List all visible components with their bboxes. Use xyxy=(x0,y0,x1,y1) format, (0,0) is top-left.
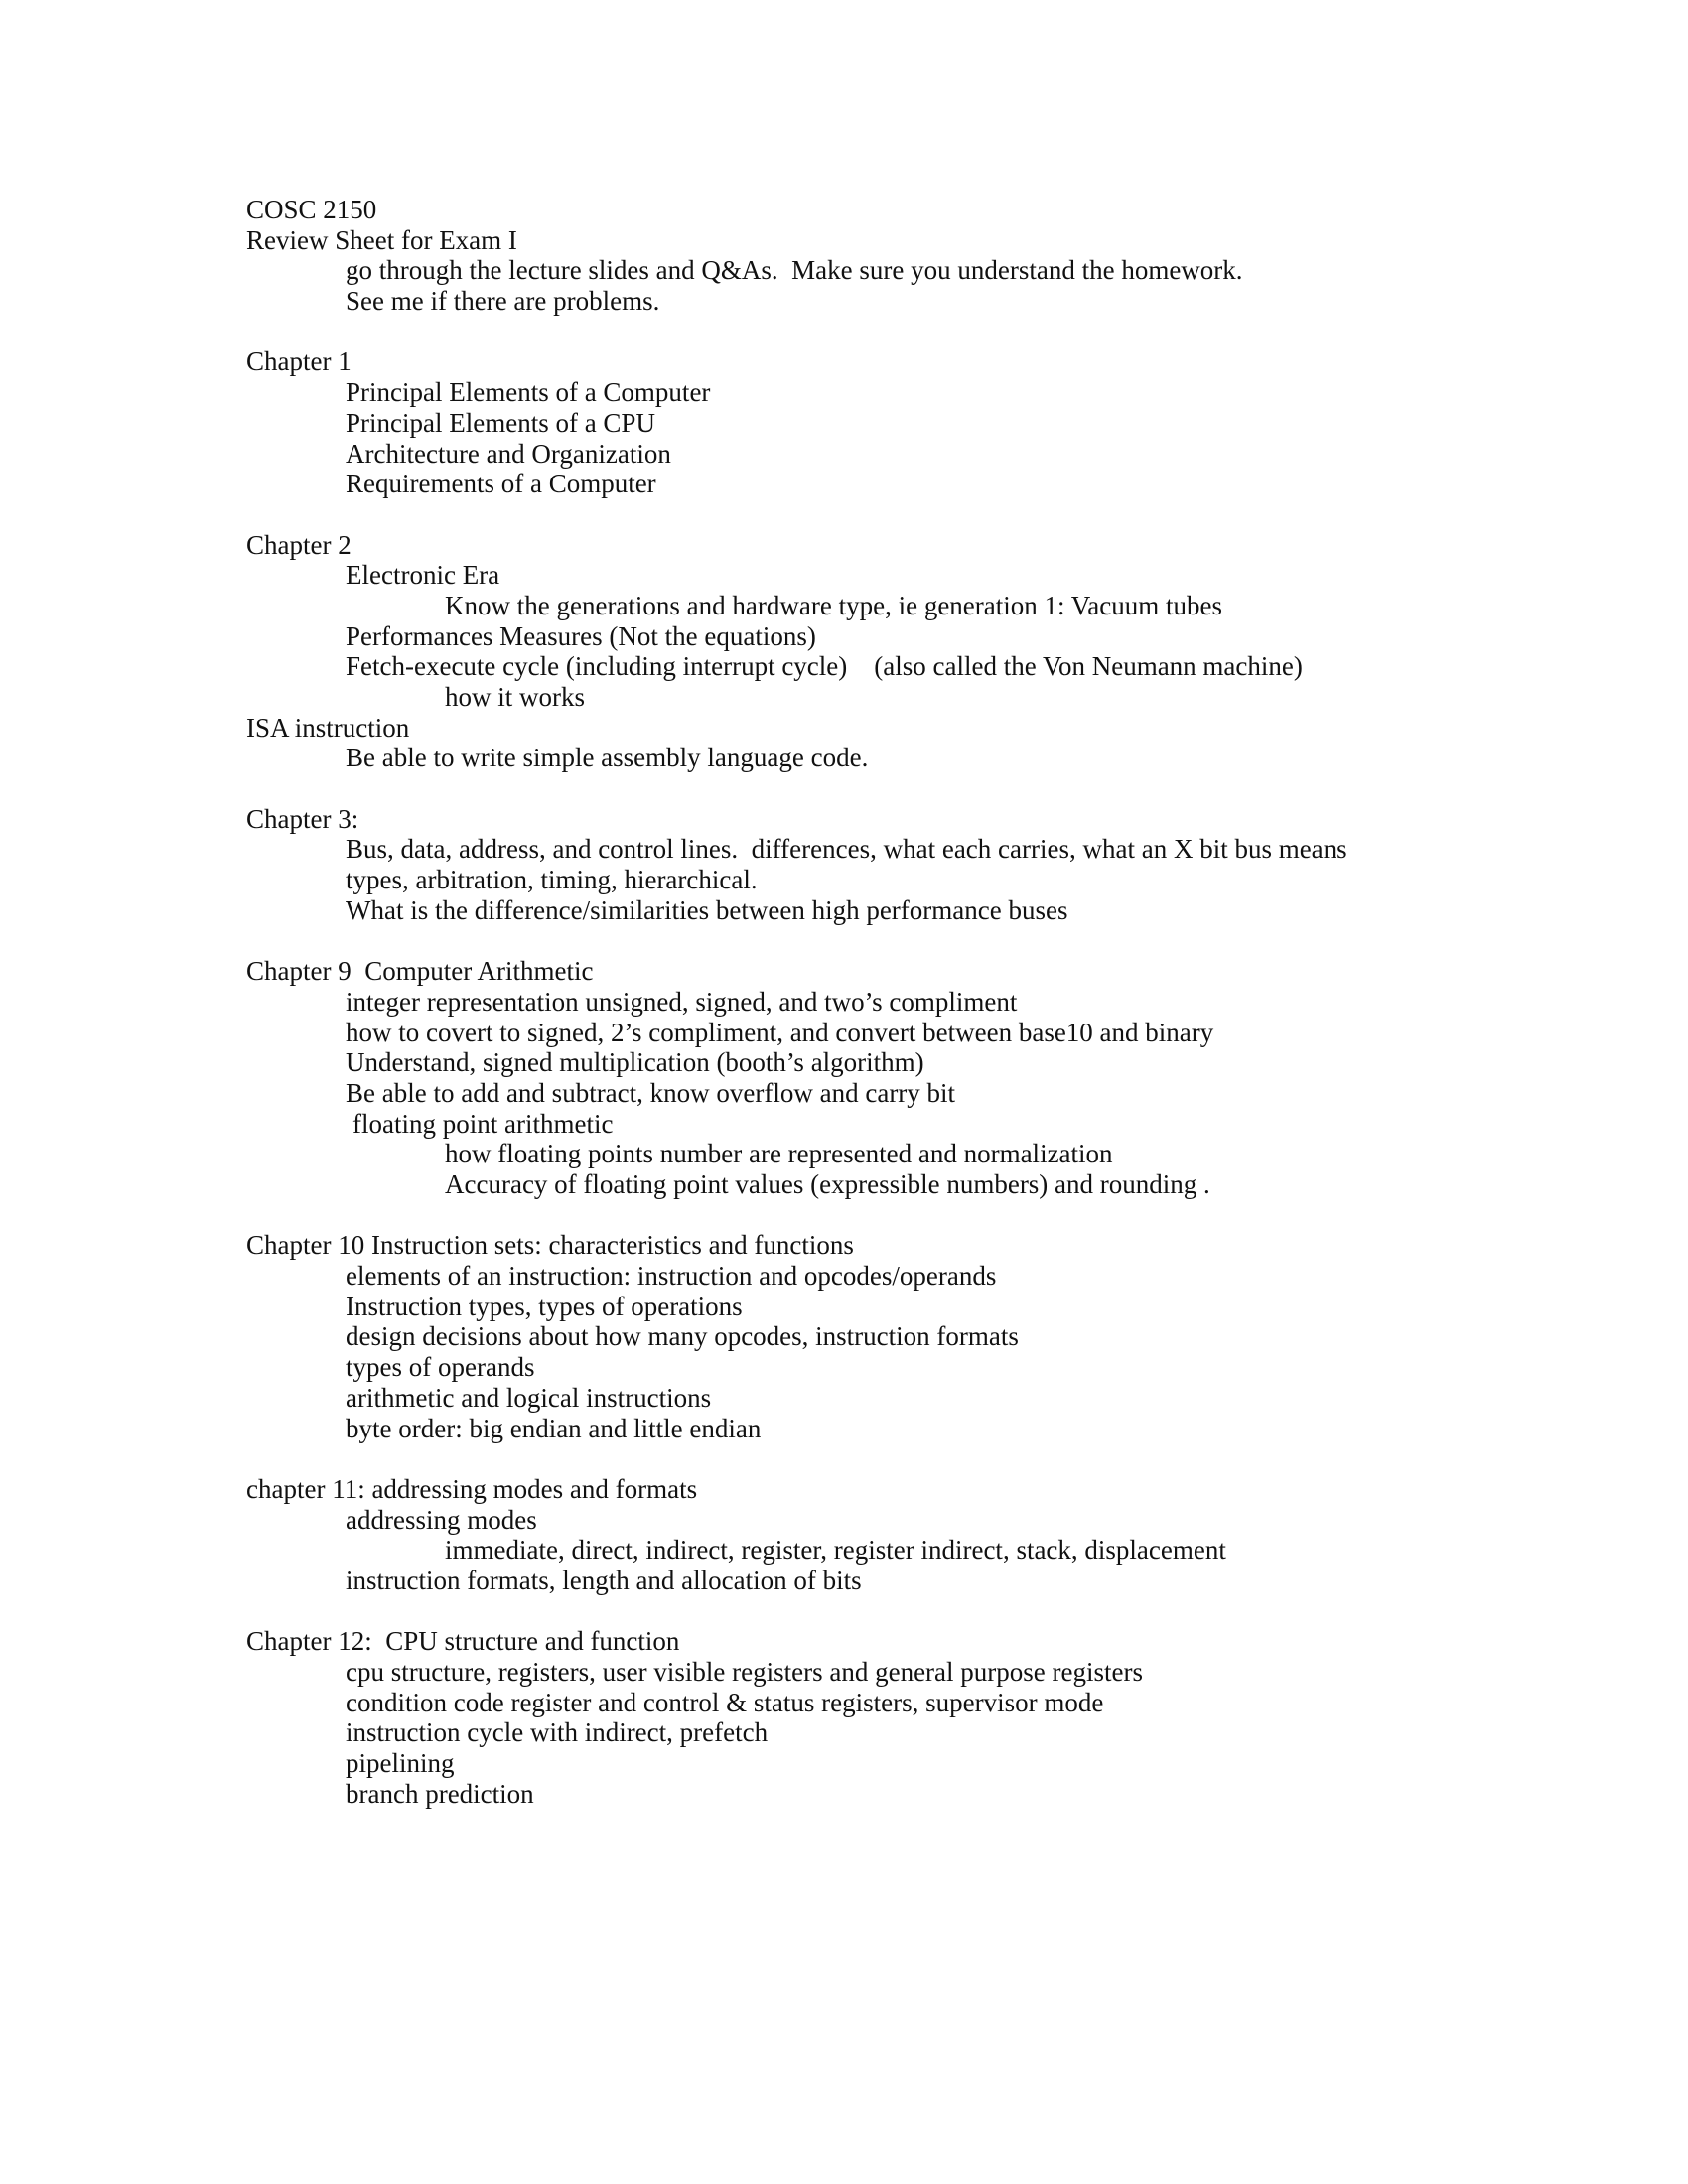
spacer xyxy=(246,926,1537,957)
section-heading: Chapter 2 xyxy=(246,529,352,560)
spacer xyxy=(246,317,1537,347)
sub-list-item: how floating points number are represented and normalization xyxy=(445,1139,1113,1169)
section-heading: Chapter 12: CPU structure and function xyxy=(246,1626,680,1657)
list-item: Understand, signed multiplication (booth’s algorithm) xyxy=(346,1047,924,1078)
spacer xyxy=(246,773,1537,804)
section-chapter-3 xyxy=(246,804,1537,926)
list-item: Be able to write simple assembly language code. xyxy=(346,743,869,773)
spacer xyxy=(246,1443,1537,1474)
course-code: COSC 2150 xyxy=(246,195,377,224)
list-item: branch prediction xyxy=(346,1778,534,1809)
section-heading: ISA instruction xyxy=(246,712,410,743)
list-item: What is the difference/similarities between high performance buses xyxy=(346,894,1068,925)
list-item: Performances Measures (Not the equations) xyxy=(346,620,816,651)
sub-list-item: how it works xyxy=(445,682,585,712)
intro-line-2: See me if there are problems. xyxy=(346,286,660,317)
list-item: cpu structure, registers, user visible registers and general purpose registers xyxy=(346,1657,1143,1687)
section-chapter-10 xyxy=(246,1230,1537,1443)
list-item: integer representation unsigned, signed, and two’s compliment xyxy=(346,986,1018,1017)
list-item: Principal Elements of a Computer xyxy=(346,377,711,408)
list-item: types of operands xyxy=(346,1352,535,1383)
list-item: floating point arithmetic xyxy=(352,1108,614,1139)
section-chapter-9 xyxy=(246,956,1537,1200)
section-heading: Chapter 9 Computer Arithmetic xyxy=(246,956,594,987)
list-item: Architecture and Organization xyxy=(346,438,671,469)
sub-list-item: Accuracy of floating point values (expressible numbers) and rounding . xyxy=(445,1169,1210,1199)
list-item: instruction cycle with indirect, prefetch xyxy=(346,1717,769,1748)
section-chapter-12 xyxy=(246,1626,1537,1809)
list-item: Requirements of a Computer xyxy=(346,469,656,499)
section-chapter-11 xyxy=(246,1474,1537,1596)
review-sheet-content xyxy=(246,195,1537,1809)
list-item: arithmetic and logical instructions xyxy=(346,1382,712,1413)
list-item: design decisions about how many opcodes, instruction formats xyxy=(346,1321,1019,1352)
spacer xyxy=(246,1200,1537,1231)
list-item: how to covert to signed, 2’s compliment, and convert between base10 and binary xyxy=(346,1017,1214,1047)
section-heading: Chapter 1 xyxy=(246,346,352,377)
section-heading: chapter 11: addressing modes and formats xyxy=(246,1473,698,1504)
list-item: elements of an instruction: instruction and opcodes/operands xyxy=(346,1261,997,1292)
list-item: Bus, data, address, and control lines. differences, what each carries, what an X bit bus means xyxy=(346,834,1347,865)
spacer xyxy=(246,1596,1537,1627)
section-isa xyxy=(246,713,1537,773)
section-chapter-2 xyxy=(246,530,1537,713)
section-heading: Chapter 10 Instruction sets: characteristics and functions xyxy=(246,1230,854,1261)
list-item: pipelining xyxy=(346,1748,455,1779)
list-item: condition code register and control & status registers, supervisor mode xyxy=(346,1687,1104,1717)
list-item: byte order: big endian and little endian xyxy=(346,1413,762,1443)
list-item: Fetch-execute cycle (including interrupt cycle) (also called the Von Neumann machine) xyxy=(346,651,1303,682)
list-item: Principal Elements of a CPU xyxy=(346,407,655,438)
sub-list-item: immediate, direct, indirect, register, register indirect, stack, displacement xyxy=(445,1535,1226,1566)
section-chapter-1 xyxy=(246,346,1537,498)
list-item: Instruction types, types of operations xyxy=(346,1291,743,1321)
section-heading: Chapter 3: xyxy=(246,803,359,834)
list-item: addressing modes xyxy=(346,1504,537,1535)
list-item: types, arbitration, timing, hierarchical. xyxy=(346,865,758,895)
sub-list-item: Know the generations and hardware type, ie generation 1: Vacuum tubes xyxy=(445,590,1222,620)
list-item: Electronic Era xyxy=(346,560,500,591)
document-title: Review Sheet for Exam I xyxy=(246,224,517,255)
list-item: Be able to add and subtract, know overflow and carry bit xyxy=(346,1077,956,1108)
list-item: instruction formats, length and allocation of bits xyxy=(346,1565,862,1595)
intro-line-1: go through the lecture slides and Q&As. Make sure you understand the homework. xyxy=(346,255,1243,286)
spacer xyxy=(246,499,1537,530)
